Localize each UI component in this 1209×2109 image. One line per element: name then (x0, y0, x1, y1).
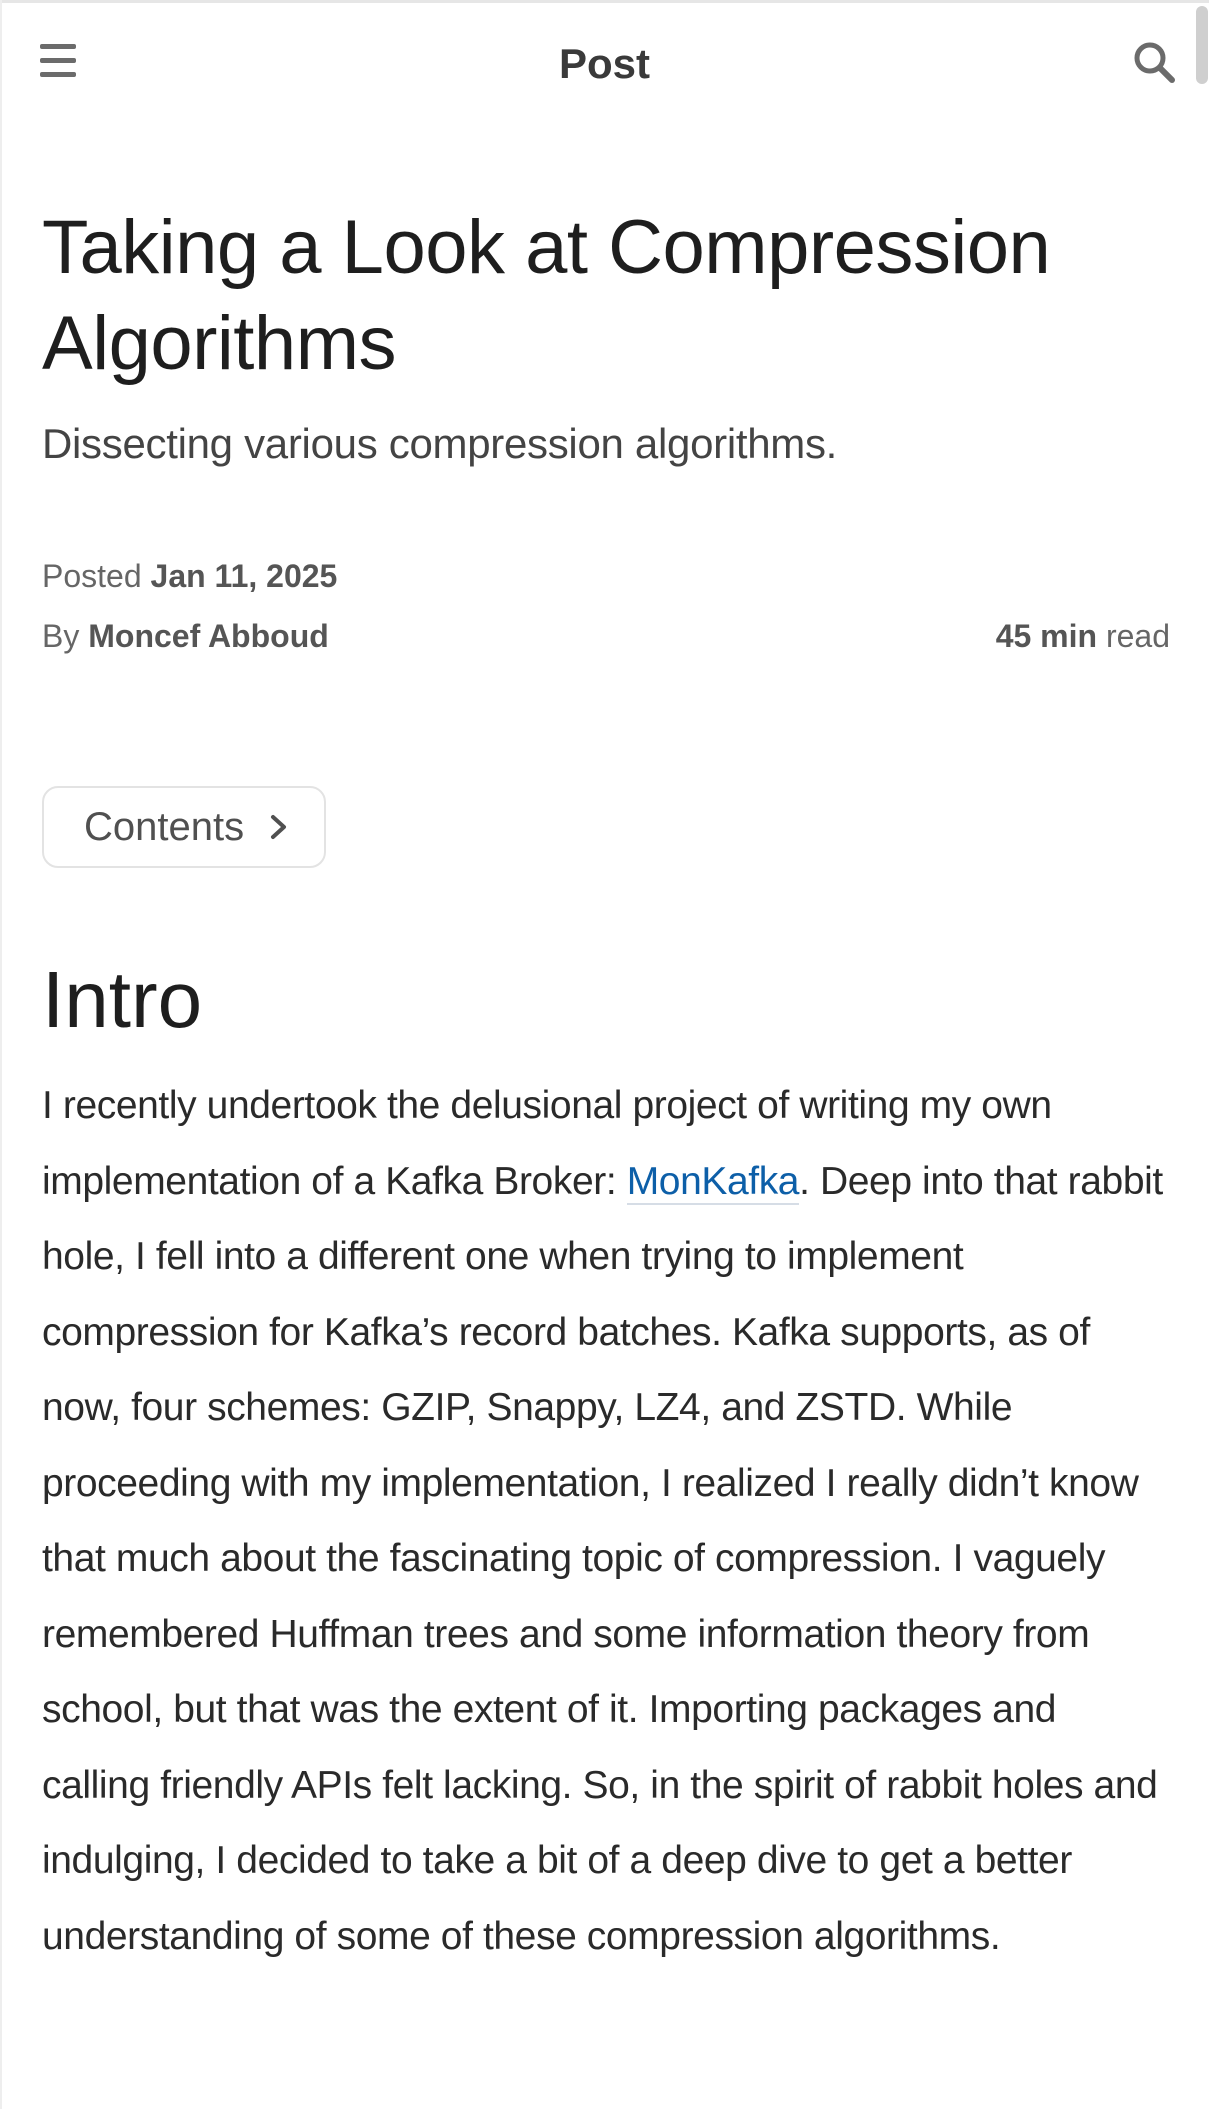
read-time (996, 614, 1170, 658)
scrollbar-thumb[interactable] (1196, 6, 1208, 84)
post-header (42, 200, 1172, 472)
by-label: By (42, 618, 80, 654)
intro-heading: Intro (42, 955, 203, 1044)
topbar-title: Post (558, 40, 650, 87)
intro-text-after-link: . Deep into that rabbit hole, I fell into a different one when trying to implement compression for Kafka’s record batches. Kafka supports, as of now, four schemes: GZIP, Snappy, LZ4, and ZSTD. While proceeding with my implementation, I realized I really didn’t know that much about the fascinating topic of compression. I vaguely remembered Huffman trees and some information theory from school, but that was the extent of it. Importing packages and calling friendly APIs felt lacking. So, in the spirit of rabbit holes and indulging, I decided to take a bit of a deep dive to get a better understanding of some of these compression algorithms. (42, 1159, 1163, 1958)
intro-paragraph (42, 1068, 1172, 1974)
read-time-label: read (1105, 618, 1170, 654)
read-time-value: 45 min (995, 618, 1098, 654)
post-author-line (42, 614, 1170, 658)
post-title: Taking a Look at Compression Algorithms (42, 205, 1051, 386)
search-icon[interactable] (1132, 40, 1176, 84)
left-border (0, 0, 2, 2109)
post-subtitle: Dissecting various compression algorithms. (42, 420, 838, 467)
intro-text-before-link: I recently undertook the delusional project of writing my own implementation of a Kafka Broker: (42, 1084, 1052, 1203)
monkafka-link[interactable]: MonKafka (626, 1159, 800, 1203)
post-date-line (42, 554, 1170, 598)
contents-label: Contents (84, 804, 245, 849)
posted-date: Jan 11, 2025 (150, 558, 338, 594)
posted-label: Posted (42, 558, 142, 594)
contents-button[interactable] (42, 786, 326, 868)
top-bar (0, 0, 1209, 130)
author-name: Moncef Abboud (88, 618, 329, 654)
chevron-right-icon (268, 812, 290, 842)
